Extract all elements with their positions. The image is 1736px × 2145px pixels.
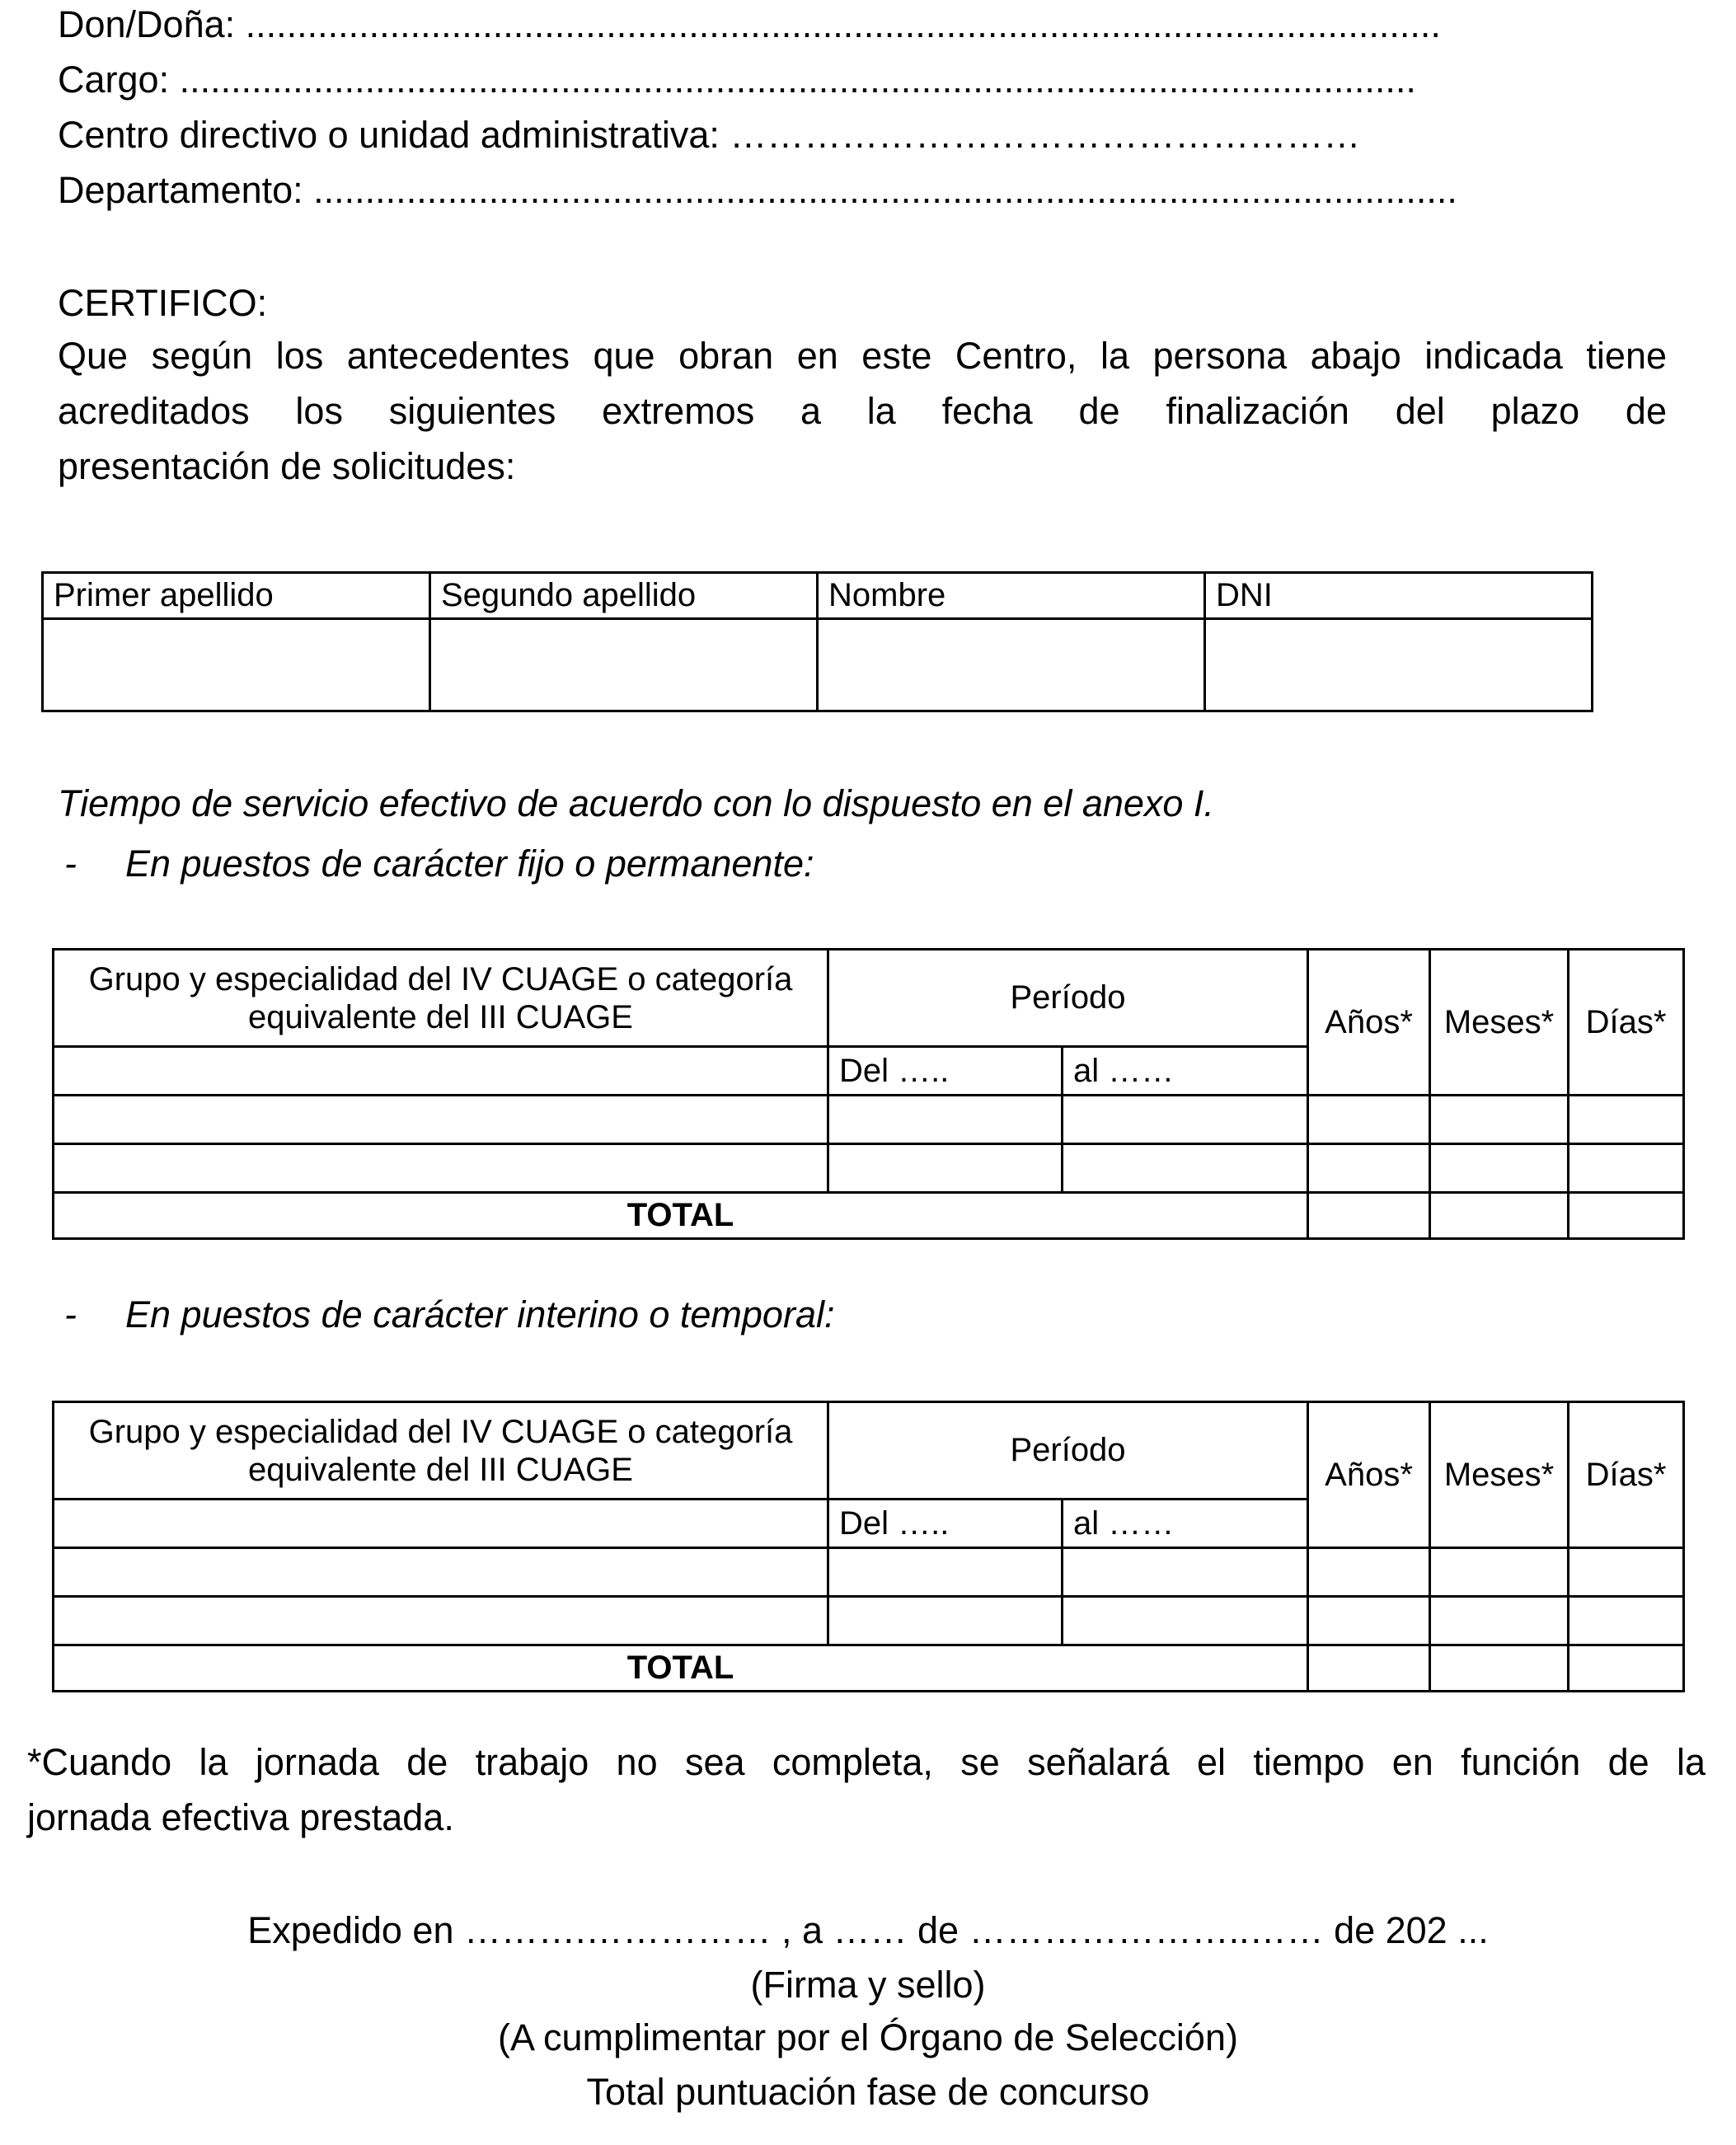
organ-line: (A cumplimentar por el Órgano de Selección) bbox=[498, 2016, 1238, 2058]
days-header: Días* bbox=[1569, 950, 1684, 1096]
total-years bbox=[1308, 1193, 1430, 1239]
sign-line: (Firma y sello) bbox=[750, 1964, 986, 2006]
identity-table bbox=[41, 571, 1593, 712]
table-row bbox=[54, 1144, 1684, 1193]
total-label: TOTAL bbox=[54, 1193, 1308, 1239]
header-nombre: Nombre bbox=[818, 573, 1205, 619]
group-header-line-2: equivalente del III CUAGE bbox=[248, 1451, 633, 1488]
months-header: Meses* bbox=[1430, 1402, 1569, 1548]
certifico-line-1: Que según los antecedentes que obran en este Centro, la persona abajo indicada tiene bbox=[58, 335, 1667, 377]
table-row bbox=[54, 1597, 1684, 1645]
total-years bbox=[1308, 1645, 1430, 1692]
header-segundo-apellido: Segundo apellido bbox=[430, 573, 818, 619]
don-field: Don/Doña: .................................................................................................................... bbox=[58, 3, 1441, 45]
header-primer-apellido: Primer apellido bbox=[43, 573, 430, 619]
dni-cell bbox=[1205, 619, 1593, 711]
group-header-line-1: Grupo y especialidad del IV CUAGE o categoría bbox=[88, 960, 793, 997]
footnote-line-2: jornada efectiva prestada. bbox=[27, 1796, 454, 1838]
fixed-label: En puestos de carácter fijo o permanente: bbox=[125, 843, 814, 885]
header-dni: DNI bbox=[1205, 573, 1593, 619]
months-header: Meses* bbox=[1430, 950, 1569, 1096]
group-header-line-1: Grupo y especialidad del IV CUAGE o categoría bbox=[88, 1413, 793, 1450]
group-header-line-2: equivalente del III CUAGE bbox=[248, 998, 633, 1035]
from-label: Del ….. bbox=[828, 1500, 1063, 1548]
total-score-line: Total puntuación fase de concurso bbox=[586, 2071, 1150, 2113]
to-label: al …… bbox=[1063, 1500, 1308, 1548]
footnote-line-1: *Cuando la jornada de trabajo no sea completa, se señalará el tiempo en función de la bbox=[27, 1741, 1706, 1783]
from-label: Del ….. bbox=[828, 1047, 1063, 1096]
cargo-field: Cargo: ........................................................................................................................ bbox=[58, 59, 1416, 101]
temporal-service-table bbox=[52, 1401, 1685, 1692]
service-intro: Tiempo de servicio efectivo de acuerdo con lo dispuesto en el anexo I. bbox=[58, 782, 1214, 824]
total-months bbox=[1430, 1193, 1569, 1239]
fixed-service-table bbox=[52, 948, 1685, 1240]
to-label: al …… bbox=[1063, 1047, 1308, 1096]
table-row bbox=[54, 1096, 1684, 1144]
nombre-cell bbox=[818, 619, 1205, 711]
group-cell bbox=[54, 1500, 828, 1548]
departamento-field: Departamento: ............................................................................................................... bbox=[58, 169, 1457, 211]
certifico-line-2: acreditados los siguientes extremos a la fecha de finalización del plazo de bbox=[58, 390, 1667, 432]
total-days bbox=[1569, 1645, 1684, 1692]
period-header: Período bbox=[828, 950, 1308, 1047]
primer-apellido-cell bbox=[43, 619, 430, 711]
total-label: TOTAL bbox=[54, 1645, 1308, 1692]
temporal-label: En puestos de carácter interino o temporal: bbox=[125, 1293, 835, 1335]
total-months bbox=[1430, 1645, 1569, 1692]
certifico-title: CERTIFICO: bbox=[58, 282, 268, 324]
group-cell bbox=[54, 1047, 828, 1096]
group-header bbox=[54, 950, 828, 1047]
group-header bbox=[54, 1402, 828, 1500]
centro-field: Centro directivo o unidad administrativa: …………………………………………… bbox=[58, 114, 1361, 156]
bullet-mark-fixed: - bbox=[64, 843, 77, 885]
period-header: Período bbox=[828, 1402, 1308, 1500]
issued-line: Expedido en ……….…………… , a …… de …………………..…… de 202 ... bbox=[247, 1909, 1489, 1951]
segundo-apellido-cell bbox=[430, 619, 818, 711]
table-row bbox=[54, 1548, 1684, 1597]
certifico-line-3: presentación de solicitudes: bbox=[58, 445, 516, 487]
years-header: Años* bbox=[1308, 1402, 1430, 1548]
days-header: Días* bbox=[1569, 1402, 1684, 1548]
years-header: Años* bbox=[1308, 950, 1430, 1096]
total-days bbox=[1569, 1193, 1684, 1239]
bullet-mark-temporal: - bbox=[64, 1293, 77, 1335]
